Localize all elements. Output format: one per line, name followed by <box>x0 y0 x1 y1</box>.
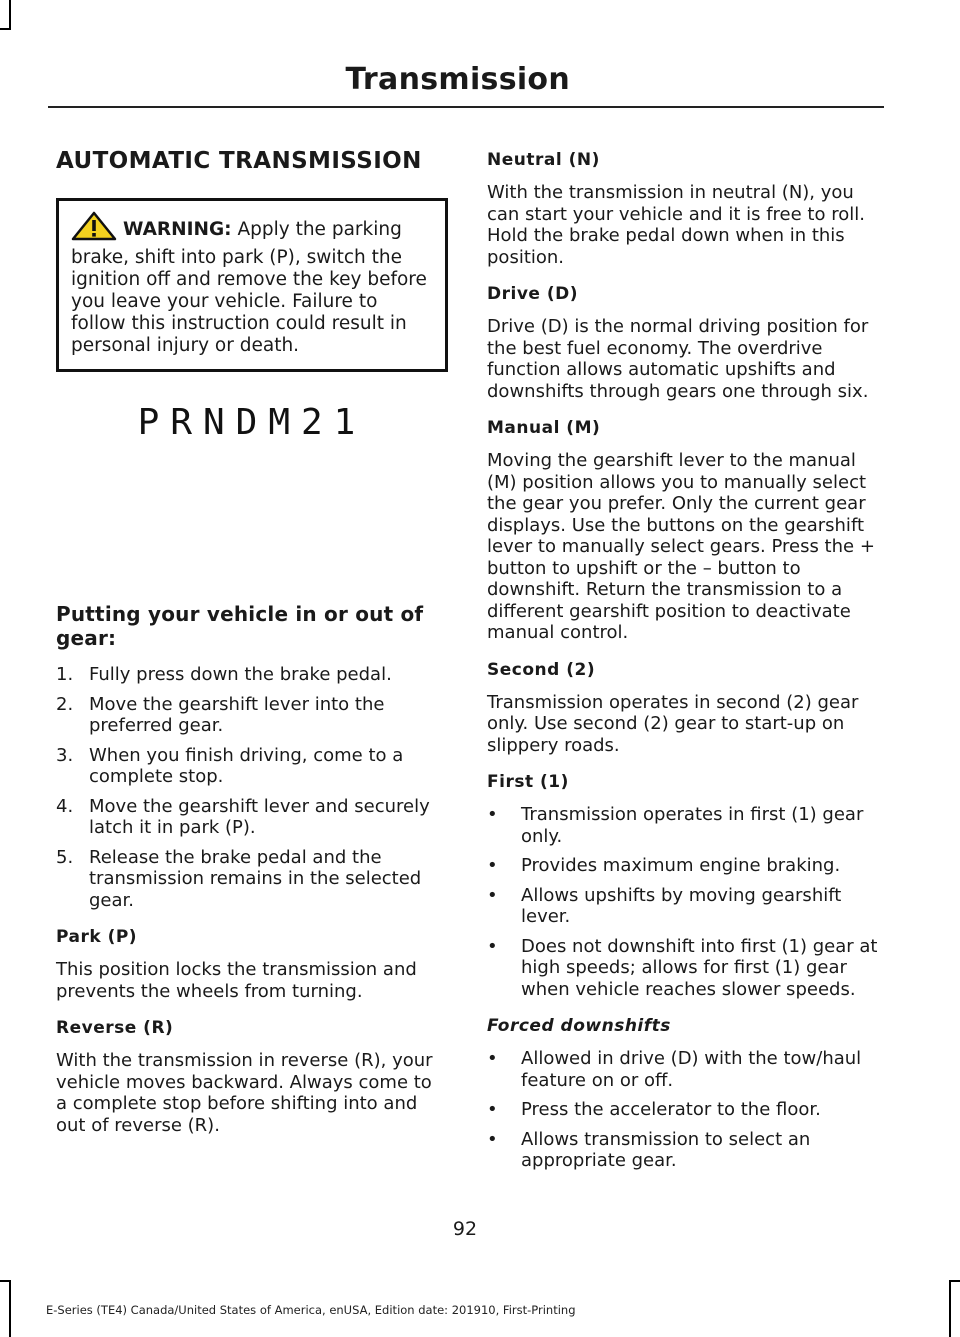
bullet: • <box>487 855 498 876</box>
step-number: 2. <box>56 693 74 715</box>
bullet-text: Does not downshift into first (1) gear at high speeds; allows for first (1) gear when vehicle reaches slower speeds. <box>521 935 878 1000</box>
first-gear-list <box>487 804 882 1000</box>
crop-mark <box>0 1280 11 1282</box>
forced-downshifts-list <box>487 1048 882 1172</box>
crop-mark <box>9 1280 11 1337</box>
neutral-text: With the transmission in neutral (N), you can start your vehicle and it is free to roll. Hold the brake pedal down when in this position. <box>487 182 865 268</box>
reverse-text: With the transmission in reverse (R), your vehicle moves backward. Always come to a complete stop before shifting into and out of reverse (R). <box>56 1050 433 1136</box>
step-number: 4. <box>56 795 74 817</box>
step-number: 5. <box>56 846 74 868</box>
list-item <box>487 1048 882 1091</box>
bullet: • <box>487 935 498 957</box>
warning-label: WARNING: <box>123 219 232 240</box>
crop-mark <box>949 1280 951 1337</box>
list-item <box>56 847 448 912</box>
step-text: When you finish driving, come to a complete stop. <box>89 744 404 787</box>
step-text: Move the gearshift lever into the preferred gear. <box>89 693 385 736</box>
crop-mark <box>9 0 11 30</box>
step-number: 3. <box>56 744 74 766</box>
list-item <box>487 936 882 1001</box>
crop-mark <box>949 1280 960 1282</box>
forced-downshifts-heading: Forced downshifts <box>487 1016 671 1036</box>
neutral-heading: Neutral (N) <box>487 150 600 170</box>
bullet: • <box>487 1048 498 1069</box>
bullet-text: Transmission operates in first (1) gear only. <box>521 804 864 847</box>
second-heading: Second (2) <box>487 659 596 680</box>
park-text: This position locks the transmission and prevents the wheels from turning. <box>56 959 417 1002</box>
list-item <box>487 885 882 928</box>
step-text: Move the gearshift lever and securely latch it in park (P). <box>89 795 430 838</box>
putting-in-gear-heading: Putting your vehicle in or out of gear: <box>56 602 424 650</box>
bullet: • <box>487 884 498 906</box>
list-item <box>487 1099 882 1121</box>
gear-steps-list <box>56 664 448 911</box>
bullet: • <box>487 1128 498 1150</box>
list-item <box>56 745 448 788</box>
warning-box <box>56 198 448 372</box>
step-text: Release the brake pedal and the transmission remains in the selected gear. <box>89 846 422 911</box>
bullet-text: Press the accelerator to the floor. <box>521 1099 821 1120</box>
bullet-text: Allowed in drive (D) with the tow/haul feature on or off. <box>521 1048 862 1091</box>
left-column <box>56 148 448 1152</box>
step-text: Fully press down the brake pedal. <box>89 664 392 685</box>
bullet-text: Allows upshifts by moving gearshift lever. <box>521 884 842 927</box>
list-item <box>487 1129 882 1172</box>
reverse-heading: Reverse (R) <box>56 1018 174 1038</box>
section-title: AUTOMATIC TRANSMISSION <box>56 148 422 174</box>
drive-text: Drive (D) is the normal driving position for the best fuel economy. The overdrive function allows automatic upshifts and downshifts through gears one through six. <box>487 316 869 402</box>
warning-text: Apply the parking brake, shift into park (P), switch the ignition off and remove the key before you leave your vehicle. Failure to follow this instruction could result in personal injury or death. <box>71 219 427 356</box>
park-heading: Park (P) <box>56 927 138 947</box>
bullet-text: Provides maximum engine braking. <box>521 855 841 876</box>
list-item <box>56 694 448 737</box>
drive-heading: Drive (D) <box>487 284 579 304</box>
page-number: 92 <box>452 1218 478 1240</box>
bullet: • <box>487 804 498 825</box>
manual-heading: Manual (M) <box>487 418 601 438</box>
first-heading: First (1) <box>487 772 569 792</box>
bullet-text: Allows transmission to select an appropriate gear. <box>521 1128 811 1171</box>
manual-text: Moving the gearshift lever to the manual (M) position allows you to manually select the gear you prefer. Only the current gear displays. Use the buttons on the gearshift lever to manually select gears. Press the + button to upshift or the – button to downshift. Return the transmission to a different gearshift position to deactivate manual control. <box>487 450 875 643</box>
gear-indicator-display: PRNDM21 <box>137 402 367 443</box>
page-header-title: Transmission <box>345 62 570 97</box>
crop-mark <box>0 28 11 30</box>
list-item <box>487 804 882 847</box>
step-number: 1. <box>56 664 74 685</box>
right-column <box>487 150 882 1188</box>
footer-edition-text: E-Series (TE4) Canada/United States of America, enUSA, Edition date: 201910, First-Printing <box>46 1303 576 1317</box>
list-item <box>56 664 448 686</box>
list-item <box>487 855 882 877</box>
list-item <box>56 796 448 839</box>
bullet: • <box>487 1099 498 1120</box>
header-divider <box>48 106 884 108</box>
second-text: Transmission operates in second (2) gear only. Use second (2) gear to start-up on slippery roads. <box>487 691 859 756</box>
warning-triangle-icon <box>71 211 117 247</box>
